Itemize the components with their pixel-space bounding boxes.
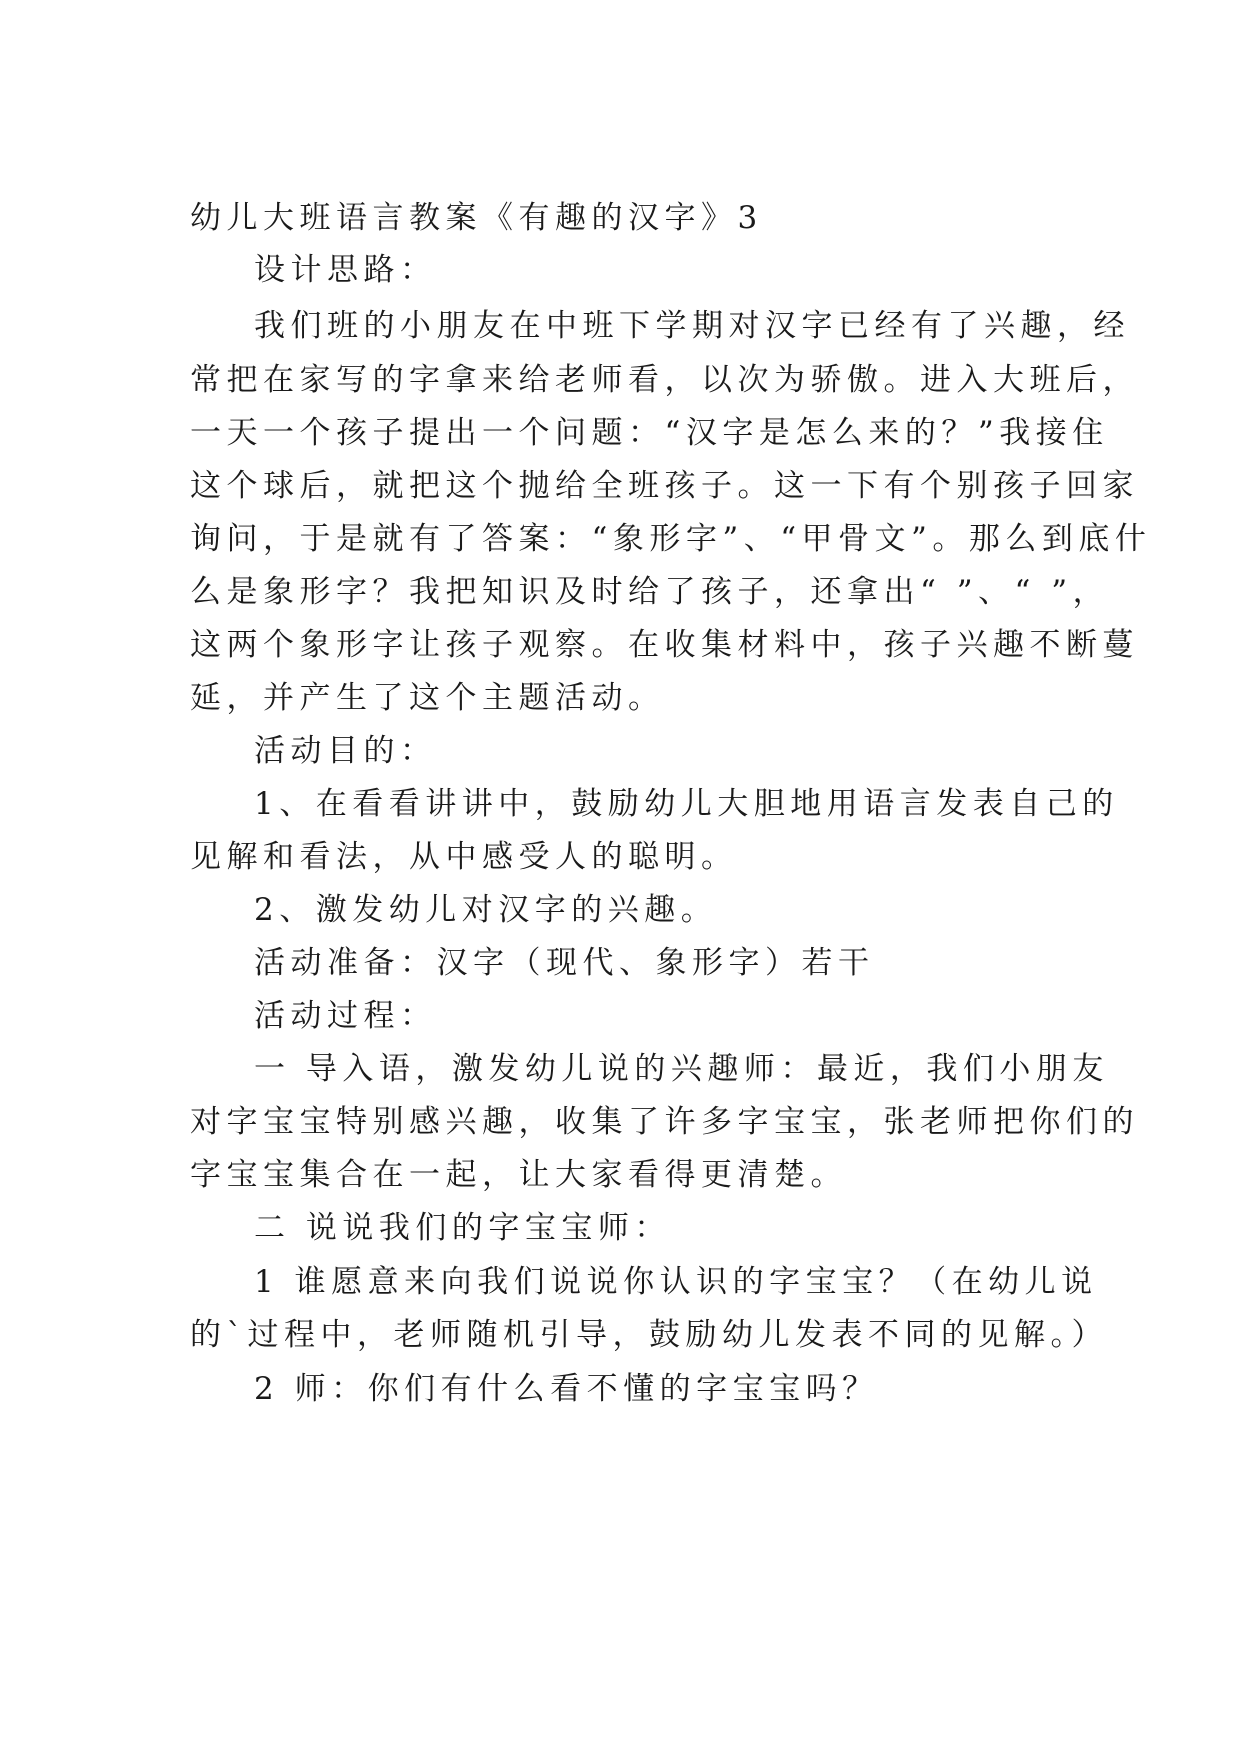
paragraph-line: 见解和看法，从中感受人的聪明。 [190,839,738,875]
goal-item-1: 1、在看看讲讲中，鼓励幼儿大胆地用语言发表自己的 [254,786,1119,822]
document-title: 幼儿大班语言教案《有趣的汉字》3 [190,200,763,236]
section-heading-design-idea: 设计思路： [254,252,437,288]
paragraph-line: 这两个象形字让孩子观察。在收集材料中，孩子兴趣不断蔓 [190,627,1139,663]
paragraph-line: 这个球后，就把这个抛给全班孩子。这一下有个别孩子回家 [190,468,1139,504]
section-heading-process: 活动过程： [254,998,437,1034]
paragraph-line: 延，并产生了这个主题活动。 [190,680,665,716]
paragraph-line: 一天一个孩子提出一个问题：“汉字是怎么来的？”我接住 [190,415,1109,451]
section-heading-goals: 活动目的： [254,733,437,769]
sub-step-1: 1 谁愿意来向我们说说你认识的字宝宝？（在幼儿说 [254,1264,1098,1300]
goal-item-2: 2、激发幼儿对汉字的兴趣。 [254,892,718,928]
paragraph-line: 常把在家写的字拿来给老师看，以次为骄傲。进入大班后， [190,362,1139,398]
paragraph-line: 询问，于是就有了答案：“象形字”、“甲骨文”。那么到底什 [190,521,1152,557]
paragraph-line: 我们班的小朋友在中班下学期对汉字已经有了兴趣，经 [254,308,1130,344]
process-step-2: 二 说说我们的字宝宝师： [254,1210,671,1246]
sub-step-2: 2 师：你们有什么看不懂的字宝宝吗？ [254,1371,879,1407]
paragraph-line: 么是象形字？我把知识及时给了孩子，还拿出“ ”、“ ”， [190,574,1110,610]
paragraph-line: 对字宝宝特别感兴趣，收集了许多字宝宝，张老师把你们的 [190,1104,1139,1140]
paragraph-line: 字宝宝集合在一起，让大家看得更清楚。 [190,1157,847,1193]
process-step-1: 一 导入语，激发幼儿说的兴趣师：最近，我们小朋友 [254,1051,1109,1087]
section-heading-preparation: 活动准备：汉字（现代、象形字）若干 [254,945,875,981]
paragraph-line: 的`过程中，老师随机引导，鼓励幼儿发表不同的见解。） [190,1317,1108,1353]
